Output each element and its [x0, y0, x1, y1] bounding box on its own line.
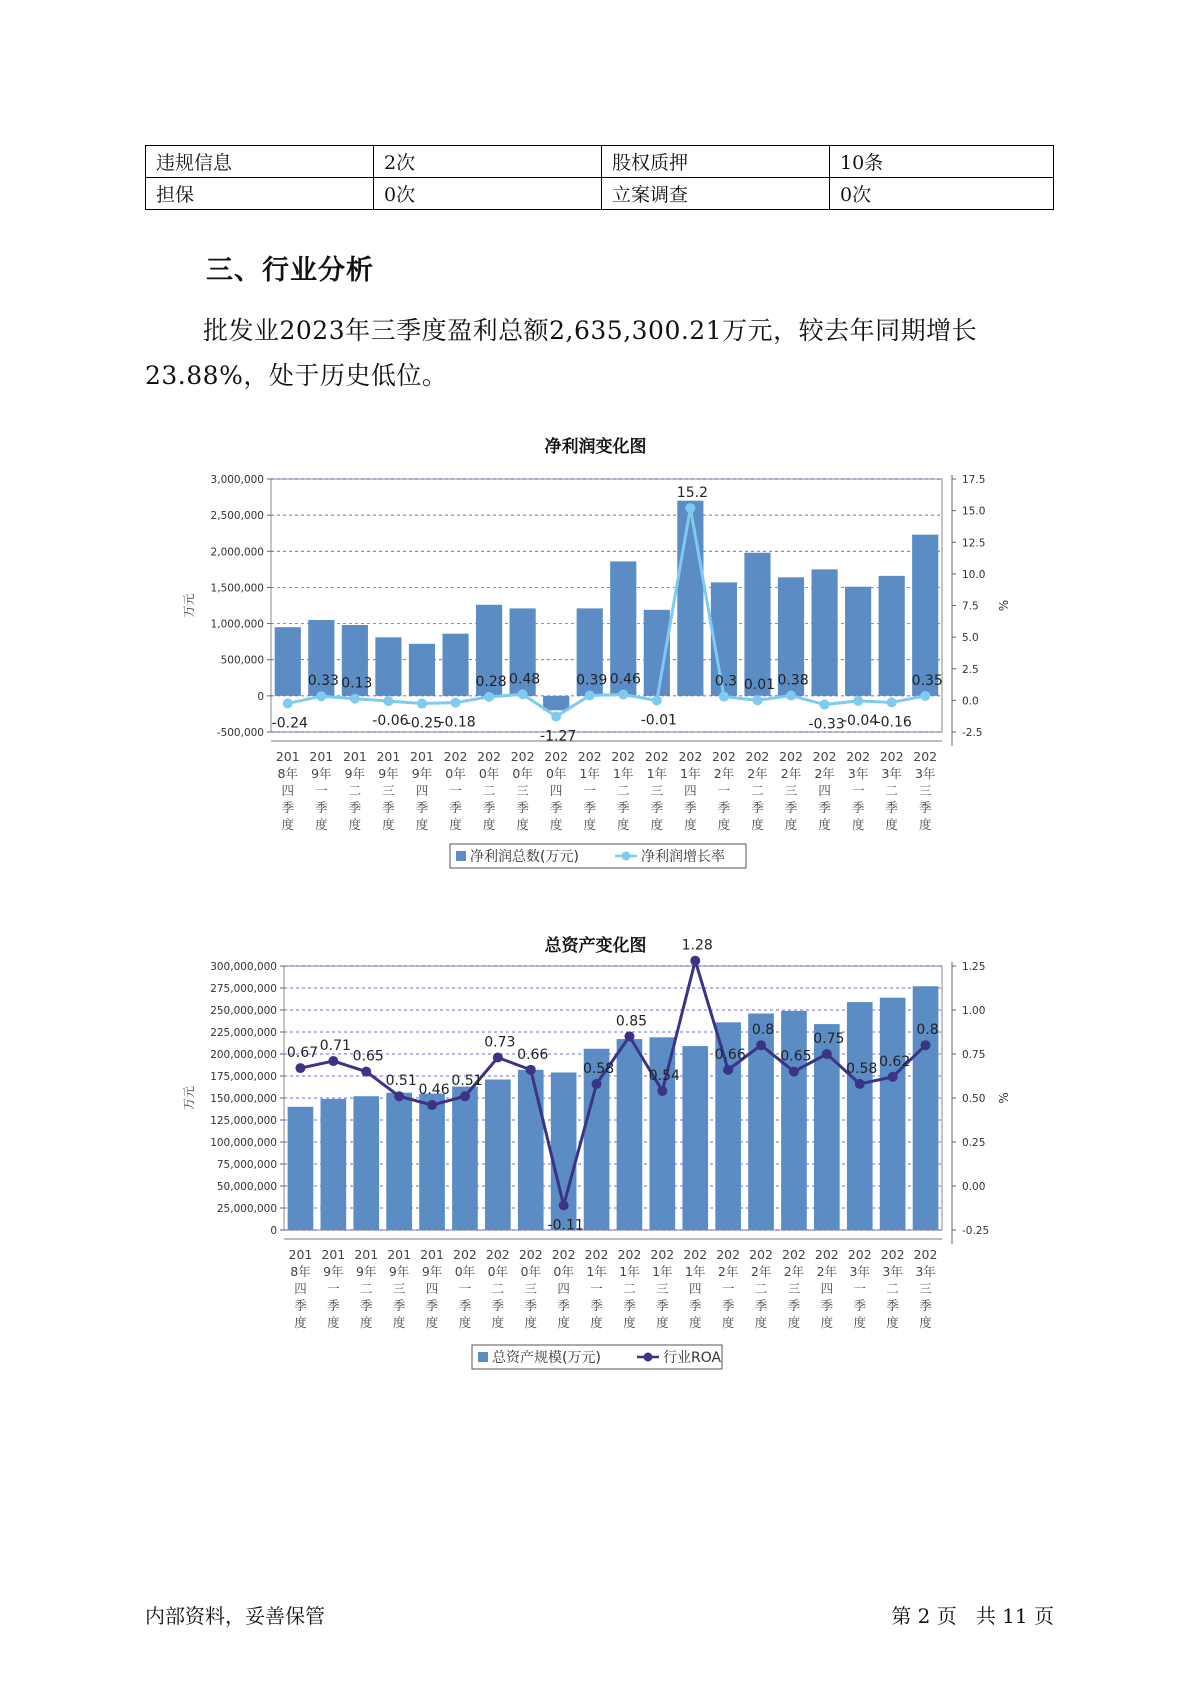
data-label: -0.24: [271, 715, 308, 732]
y-tick-label: 100,000,000: [210, 1137, 277, 1149]
data-label: 0.01: [743, 677, 776, 694]
analysis-paragraph: 批发业2023年三季度盈利总额2,635,300.21万元，较去年同期增长23.88%，处于历史低位。: [145, 316, 978, 390]
legend-line-label: 行业ROA: [663, 1350, 722, 1366]
x-tick-label: 201 9年二季度: [342, 749, 367, 832]
data-label: 0.51: [451, 1073, 483, 1090]
line-point: [756, 1040, 766, 1050]
y-tick-label: 0: [270, 1225, 277, 1237]
line-point: [921, 1040, 931, 1050]
x-tick-label: 202 3年三季度: [913, 1247, 938, 1330]
bar: [288, 1107, 314, 1230]
y-tick-label: 2,500,000: [210, 510, 264, 523]
data-label: 0.8: [751, 1022, 775, 1039]
bar: [275, 627, 301, 696]
y-right-tick-label: 0.75: [962, 1049, 986, 1061]
bar: [543, 696, 569, 710]
x-tick-label: 202 0年四季度: [551, 1247, 576, 1330]
line-point: [685, 503, 695, 513]
line-point: [920, 691, 930, 701]
y-tick-label: 500,000: [220, 654, 264, 667]
x-tick-label: 202 2年二季度: [749, 1247, 773, 1330]
data-label: 0.73: [484, 1034, 516, 1051]
data-label: 0.75: [813, 1031, 845, 1047]
y-axis-label: 万元: [182, 593, 196, 618]
bar: [879, 576, 905, 696]
table-row: [146, 178, 1054, 210]
bar: [847, 1002, 873, 1230]
x-tick-label: 202 0年一季度: [443, 749, 468, 832]
line-point: [888, 1072, 898, 1082]
bar: [880, 998, 906, 1230]
bar: [452, 1087, 478, 1230]
chart-title-total-assets: 总资产变化图: [544, 936, 647, 956]
y-right-axis-label: %: [997, 599, 1011, 612]
legend-line-marker: [644, 1353, 653, 1362]
bar: [617, 1039, 643, 1230]
table-cell: 0次: [830, 178, 1054, 210]
x-tick-label: 202 2年三季度: [782, 1247, 806, 1330]
y-tick-label: 300,000,000: [210, 961, 277, 973]
x-tick-label: 202 3年一季度: [847, 1247, 872, 1330]
bar: [409, 644, 435, 696]
line-point: [887, 697, 897, 707]
data-label: -0.04: [842, 712, 879, 729]
x-tick-label: 202 1年二季度: [611, 749, 636, 832]
data-label: 0.51: [385, 1073, 417, 1090]
data-label: -0.01: [640, 712, 677, 729]
data-label: -0.06: [372, 713, 409, 730]
x-tick-label: 202 3年二季度: [880, 1247, 905, 1330]
y-right-tick-label: 1.25: [962, 961, 986, 973]
legend-line-label: 净利润增长率: [641, 849, 725, 865]
x-tick-label: 202 1年四季度: [683, 1247, 708, 1330]
x-tick-label: 201 9年三季度: [376, 749, 401, 832]
bar: [682, 1046, 708, 1230]
legend-line-marker: [622, 852, 631, 861]
bar: [386, 1093, 412, 1230]
data-label: -1.27: [540, 728, 577, 745]
data-label: 0.39: [576, 672, 608, 689]
line-point: [451, 698, 461, 708]
line-point: [518, 689, 528, 699]
data-label: 0.33: [307, 673, 339, 690]
y-tick-label: 0: [257, 690, 264, 703]
x-tick-label: 202 0年三季度: [518, 1247, 543, 1330]
y-right-tick-label: 2.5: [962, 663, 979, 676]
table-row: [146, 146, 1054, 178]
y-tick-label: 25,000,000: [216, 1203, 277, 1215]
x-tick-label: 202 1年三季度: [650, 1247, 675, 1330]
data-label: 0.65: [352, 1048, 384, 1065]
line-point: [690, 956, 700, 966]
line-point: [786, 691, 796, 701]
y-tick-label: 2,000,000: [210, 546, 264, 559]
x-tick-label: 201 9年四季度: [420, 1247, 444, 1330]
x-tick-label: 202 2年三季度: [779, 749, 803, 832]
y-tick-label: 1,500,000: [210, 582, 264, 595]
section-title: 三、行业分析: [206, 255, 374, 286]
footer-page-number: 第 2 页 共 11 页: [891, 1604, 1054, 1628]
x-tick-label: 201 9年一季度: [309, 749, 334, 832]
table-cell: 违规信息: [146, 146, 374, 178]
line-point: [719, 692, 729, 702]
bar: [375, 637, 401, 696]
line-point: [460, 1091, 470, 1101]
y-right-tick-label: 7.5: [962, 600, 979, 613]
table-cell: 担保: [146, 178, 374, 210]
bar: [744, 553, 770, 696]
y-right-tick-label: 0.25: [962, 1137, 986, 1149]
data-label: 0.8: [916, 1022, 939, 1039]
x-tick-label: 202 2年四季度: [812, 749, 837, 832]
y-right-tick-label: 0.00: [962, 1181, 986, 1193]
bar: [677, 501, 703, 696]
data-label: 0.71: [319, 1038, 351, 1055]
bar: [518, 1070, 544, 1230]
data-label: 0.66: [517, 1046, 549, 1063]
line-point: [417, 699, 427, 709]
bar: [321, 1099, 347, 1230]
y-tick-label: 50,000,000: [216, 1181, 277, 1193]
line-point: [853, 696, 863, 706]
x-tick-label: 202 1年三季度: [644, 749, 669, 832]
table-cell: 立案调查: [602, 178, 830, 210]
data-label: 0.85: [615, 1013, 648, 1030]
chart-title-net-profit: 净利润变化图: [544, 437, 647, 457]
info-table: [145, 145, 1054, 210]
line-point: [328, 1056, 338, 1066]
data-label: 0.28: [475, 673, 507, 690]
y-right-tick-label: 17.5: [962, 474, 986, 486]
line-point: [316, 691, 326, 701]
x-tick-label: 202 2年一季度: [716, 1247, 741, 1330]
x-tick-label: 202 3年二季度: [879, 749, 904, 832]
bar: [485, 1080, 511, 1230]
line-point: [283, 698, 293, 708]
line-point: [551, 711, 561, 721]
data-label: 0.3: [714, 673, 738, 690]
x-tick-label: 202 1年一季度: [584, 1247, 609, 1330]
line-point: [484, 692, 494, 702]
y-tick-label: 200,000,000: [210, 1049, 277, 1061]
y-right-tick-label: 0.50: [962, 1093, 986, 1105]
data-label: 0.46: [609, 671, 641, 688]
y-right-tick-label: -0.25: [962, 1225, 990, 1237]
x-tick-label: 202 2年一季度: [711, 749, 736, 832]
line-point: [822, 1049, 832, 1059]
table-cell: 10条: [830, 146, 1054, 178]
y-tick-label: 75,000,000: [216, 1159, 277, 1171]
data-label: -0.18: [439, 714, 476, 731]
x-tick-label: 201 9年二季度: [354, 1247, 379, 1330]
line-point: [350, 694, 360, 704]
x-tick-label: 202 2年四季度: [814, 1247, 839, 1330]
bar: [811, 569, 837, 696]
line-point: [618, 690, 628, 700]
line-point: [652, 696, 662, 706]
data-label: 0.65: [780, 1048, 812, 1065]
data-label: 0.66: [714, 1046, 746, 1063]
y-right-tick-label: 5.0: [962, 632, 979, 645]
bar: [442, 634, 468, 696]
line-point: [526, 1065, 536, 1075]
legend-bar-swatch: [478, 1352, 488, 1362]
y-tick-label: 150,000,000: [210, 1093, 277, 1105]
x-tick-label: 202 2年二季度: [745, 749, 770, 832]
y-right-tick-label: 1.00: [962, 1005, 986, 1017]
data-label: 0.38: [777, 672, 809, 689]
line-point: [383, 696, 393, 706]
data-label: 0.48: [509, 671, 541, 688]
bar: [419, 1094, 445, 1230]
net-profit-chart: [0, 455, 1191, 905]
x-tick-label: 202 0年四季度: [544, 749, 569, 832]
y-tick-label: 275,000,000: [210, 983, 277, 995]
x-tick-label: 202 1年二季度: [617, 1247, 642, 1330]
y-tick-label: 1,000,000: [210, 618, 264, 631]
line-point: [493, 1053, 503, 1063]
y-tick-label: 250,000,000: [210, 1005, 277, 1017]
data-label: 0.13: [341, 675, 373, 692]
line-point: [657, 1086, 667, 1096]
x-tick-label: 202 0年一季度: [453, 1247, 477, 1330]
bar: [781, 1011, 807, 1230]
line-point: [592, 1079, 602, 1089]
y-tick-label: 225,000,000: [210, 1027, 277, 1039]
line-point: [752, 695, 762, 705]
x-tick-label: 201 9年四季度: [410, 749, 434, 832]
data-label: 0.67: [286, 1045, 319, 1062]
data-label: 0.58: [846, 1060, 878, 1077]
line-point: [855, 1079, 865, 1089]
x-tick-label: 202 1年一季度: [577, 749, 602, 832]
line-point: [723, 1065, 733, 1075]
x-tick-label: 202 0年二季度: [477, 749, 502, 832]
table-cell: 股权质押: [602, 146, 830, 178]
x-tick-label: 202 3年一季度: [846, 749, 871, 832]
y-tick-label: 3,000,000: [210, 474, 264, 486]
y-tick-label: 125,000,000: [210, 1115, 277, 1127]
legend-bar-label: 净利润总数(万元): [470, 849, 579, 865]
x-tick-label: 202 3年三季度: [913, 749, 938, 832]
line-point: [361, 1067, 371, 1077]
line-point: [789, 1067, 799, 1077]
x-tick-label: 201 9年一季度: [321, 1247, 346, 1330]
x-tick-label: 202 0年三季度: [510, 749, 535, 832]
x-tick-label: 201 9年三季度: [387, 1247, 412, 1330]
x-tick-label: 201 8年四季度: [275, 749, 300, 832]
y-right-tick-label: 15.0: [962, 505, 986, 518]
data-label: 15.2: [676, 485, 708, 502]
bar: [353, 1096, 379, 1230]
y-right-tick-label: -2.5: [962, 727, 983, 739]
data-label: 0.54: [648, 1067, 680, 1084]
data-label: 1.28: [681, 937, 713, 954]
y-tick-label: 175,000,000: [210, 1071, 277, 1083]
line-point: [820, 700, 830, 710]
bar: [650, 1037, 676, 1230]
data-label: -0.25: [405, 715, 443, 732]
x-tick-label: 202 1年四季度: [678, 749, 703, 832]
data-label: 0.46: [418, 1082, 450, 1099]
y-right-tick-label: 10.0: [962, 568, 986, 581]
line-point: [295, 1063, 305, 1073]
table-cell: 0次: [374, 178, 602, 210]
x-tick-label: 202 0年二季度: [485, 1247, 510, 1330]
data-label: -0.16: [875, 714, 912, 731]
line-point: [559, 1200, 569, 1210]
data-label: 0.62: [879, 1053, 911, 1070]
y-right-tick-label: 12.5: [962, 537, 986, 550]
line-point: [585, 690, 595, 700]
line-point: [624, 1031, 634, 1041]
x-tick-label: 201 8年四季度: [288, 1247, 313, 1330]
data-label: 0.35: [911, 672, 943, 689]
data-label: -0.11: [547, 1217, 584, 1234]
y-axis-label: 万元: [182, 1085, 196, 1111]
y-right-tick-label: 0.0: [962, 695, 979, 708]
bar: [845, 587, 871, 696]
data-label: -0.33: [808, 716, 845, 733]
line-point: [427, 1100, 437, 1110]
legend-bar-swatch: [456, 851, 466, 861]
footer-confidential: 内部资料，妥善保管: [145, 1604, 325, 1628]
data-label: 0.58: [582, 1060, 615, 1077]
line-point: [394, 1091, 404, 1101]
legend-bar-label: 总资产规模(万元): [492, 1350, 601, 1366]
bar: [912, 535, 938, 696]
y-tick-label: -500,000: [216, 727, 264, 739]
y-right-axis-label: %: [997, 1092, 1011, 1104]
table-cell: 2次: [374, 146, 602, 178]
